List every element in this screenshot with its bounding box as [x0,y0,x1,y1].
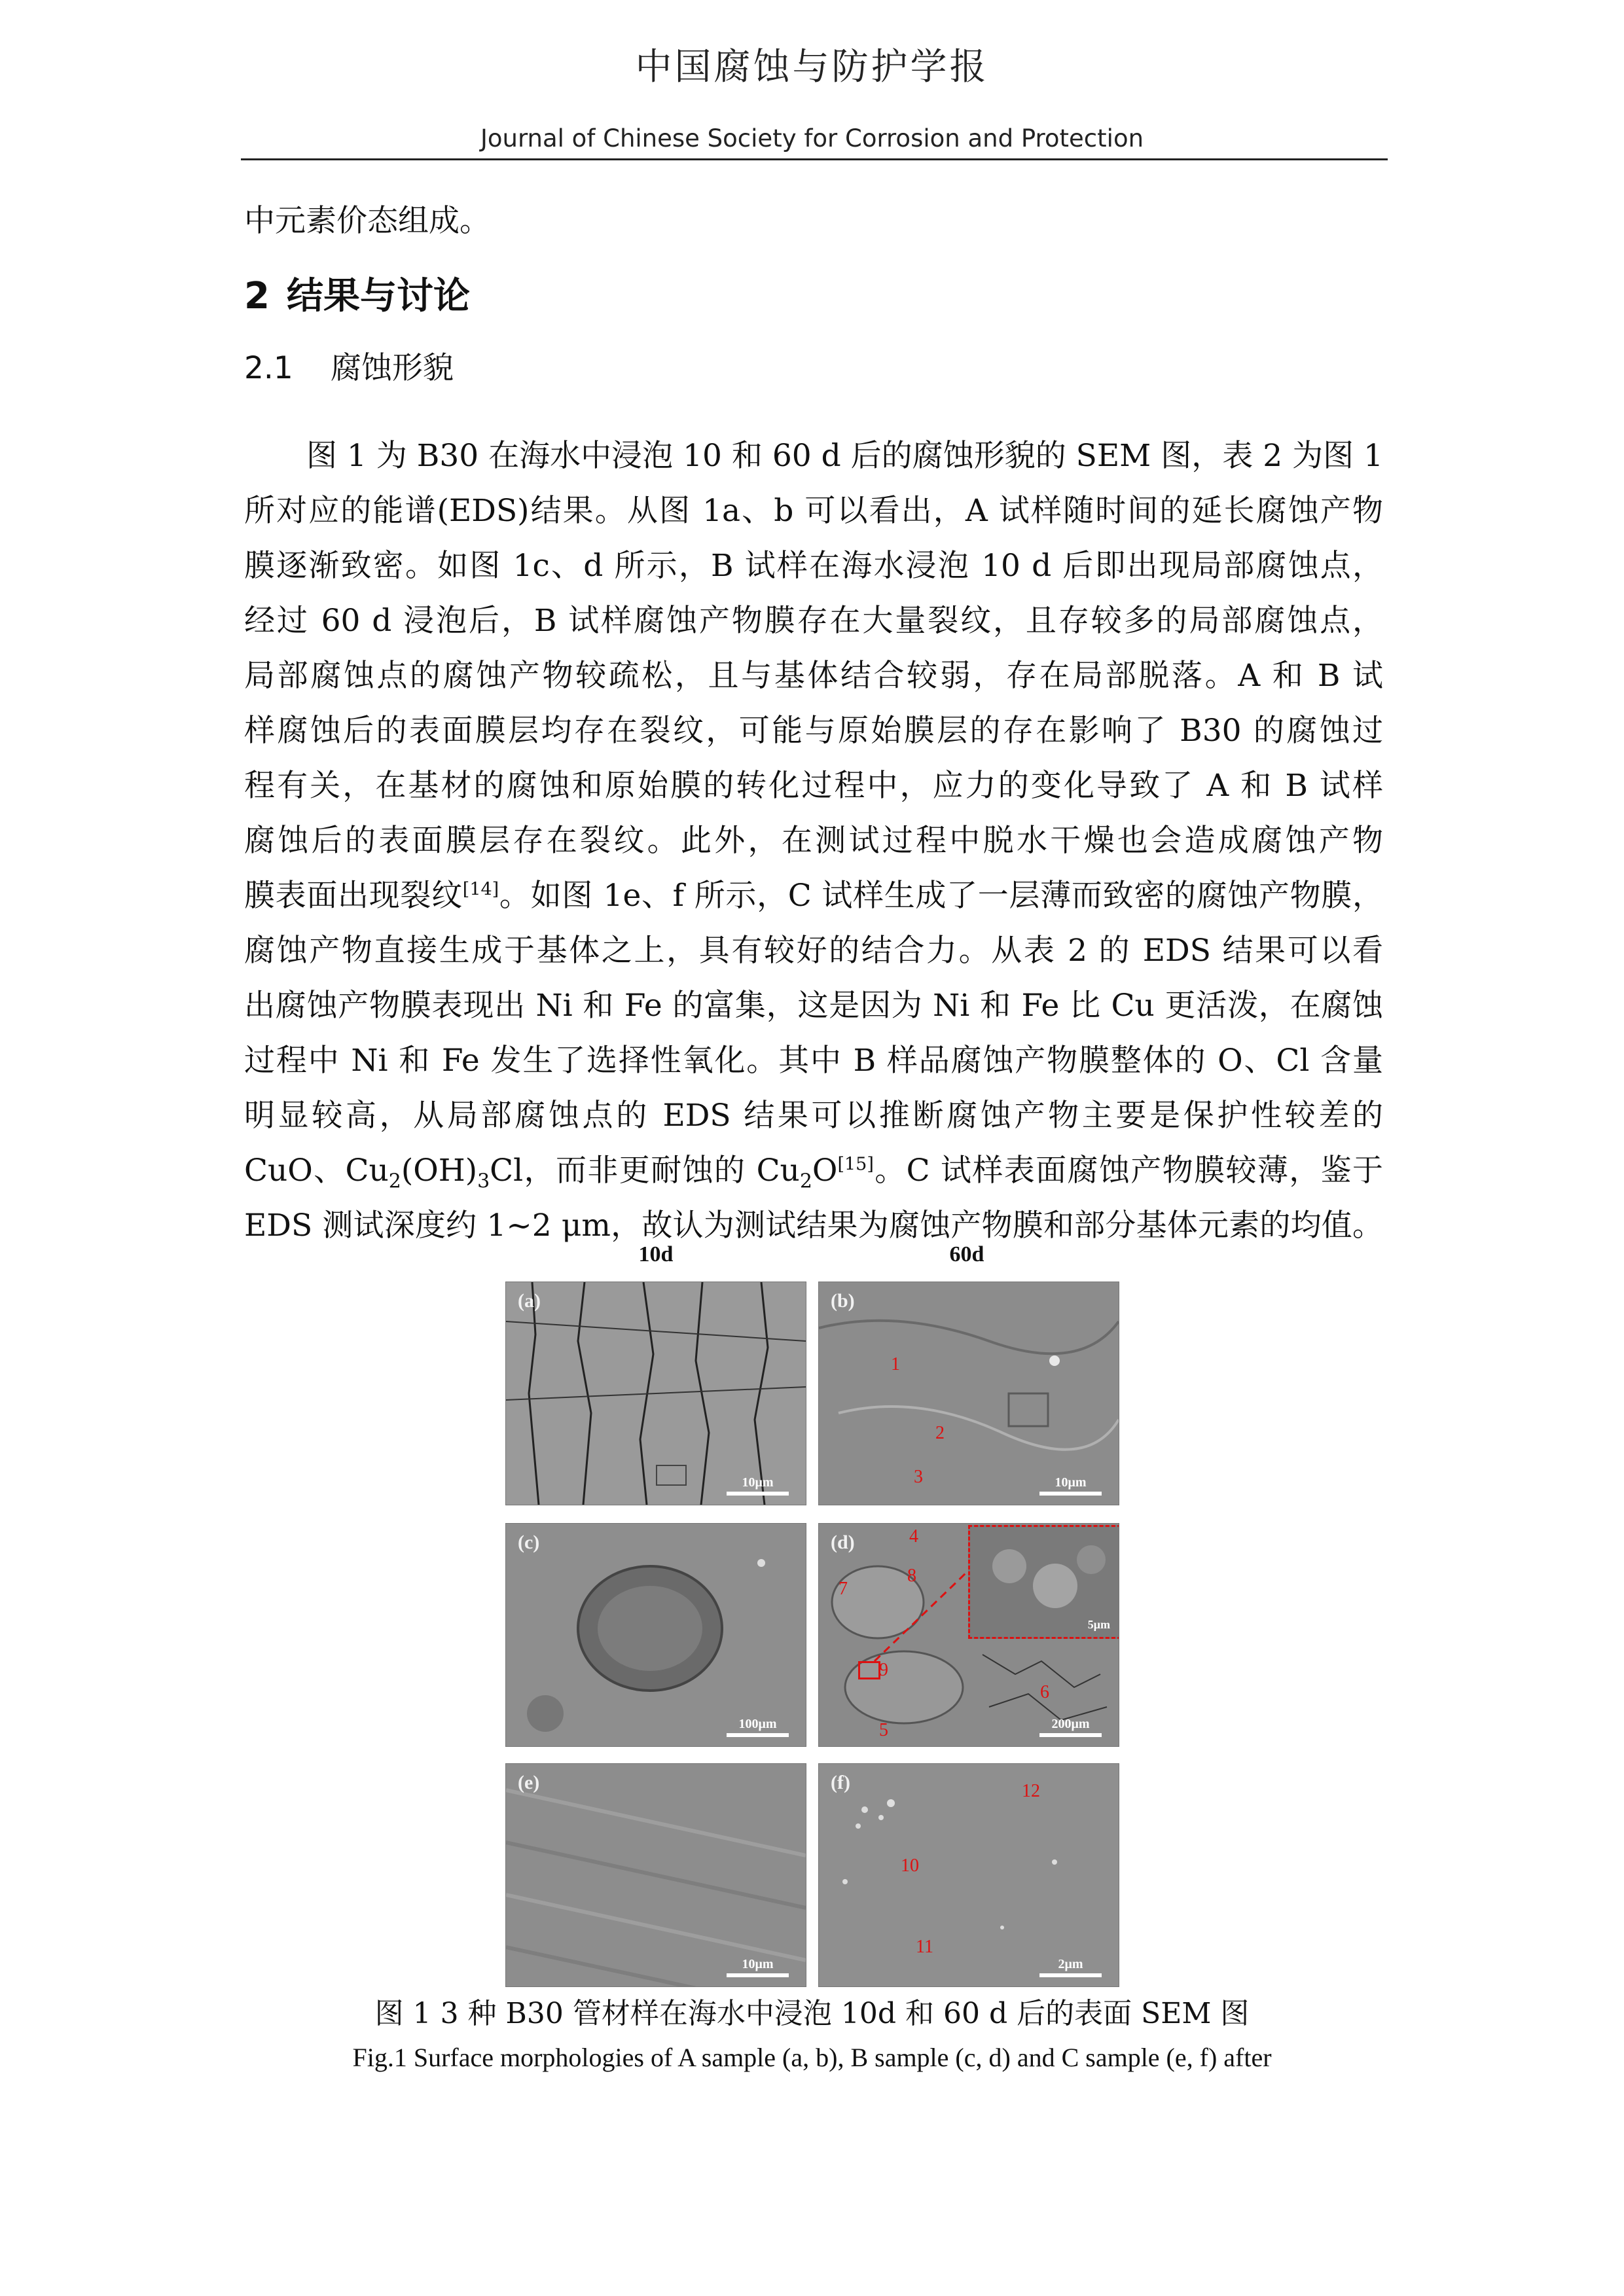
eds-marker: 6 [1040,1682,1049,1702]
sem-panel-e [505,1763,806,1987]
paragraph-line: 样腐蚀后的表面膜层均存在裂纹，可能与原始膜层的存在影响了 B30 的腐蚀过 [244,713,1383,749]
scale-bar [1039,1475,1102,1496]
body-paragraph [244,429,1383,1253]
panel-label: (e) [518,1772,540,1793]
text-run: 膜表面出现裂纹 [244,878,463,914]
paragraph-line: 过程中 Ni 和 Fe 发生了选择性氧化。其中 B 样品腐蚀产物膜整体的 O、Cl 含量 [244,1043,1383,1079]
sem-image-f [819,1764,1119,1986]
paragraph-line: 明显较高，从局部腐蚀点的 EDS 结果可以推断腐蚀产物主要是保护性较差的 [244,1098,1383,1134]
paragraph-line [244,1143,1383,1198]
scale-bar-line [727,1733,789,1737]
paragraph-line: 膜逐渐致密。如图 1c、d 所示，B 试样在海水浸泡 10 d 后即出现局部腐蚀点， [244,548,1383,584]
eds-marker: 4 [909,1526,918,1547]
section-heading [244,267,470,319]
text-run: 。C 试样表面腐蚀产物膜较薄，鉴于 [873,1153,1384,1189]
scale-bar [727,1475,789,1496]
scale-bar [727,1717,789,1737]
scale-bar-line [1039,1492,1102,1496]
scale-bar [727,1957,789,1977]
panel-label: (b) [831,1290,855,1312]
sem-panel-c [505,1523,806,1747]
subscript: 3 [477,1170,490,1193]
sem-panel-f [818,1763,1119,1987]
paragraph-line: 腐蚀产物直接生成于基体之上，具有较好的结合力。从表 2 的 EDS 结果可以看 [244,933,1383,969]
citation-14: [14] [462,879,499,900]
eds-marker: 2 [935,1423,945,1443]
sem-panel-b [818,1282,1119,1505]
eds-marker: 12 [1022,1781,1040,1801]
figure-caption-cn: 图 1 3 种 B30 管材样在海水中浸泡 10d 和 60 d 后的表面 SEM 图 [374,1997,1250,2030]
eds-marker: 7 [839,1579,848,1599]
scale-label: 100μm [738,1717,777,1731]
figure-caption-en: Fig.1 Surface morphologies of A sample (a, b), B sample (c, d) and C sample (e, f) after [352,2043,1272,2072]
section-number: 2 [244,275,270,317]
paragraph-line: 图 1 为 B30 在海水中浸泡 10 和 60 d 后的腐蚀形貌的 SEM 图，表 2 为图 1 [306,438,1383,474]
scale-bar [1039,1717,1102,1737]
magnified-inset [968,1525,1119,1639]
paragraph-line: 经过 60 d 浸泡后，B 试样腐蚀产物膜存在大量裂纹，且存较多的局部腐蚀点， [244,603,1383,639]
subscript: 2 [799,1170,812,1193]
eds-marker: 1 [891,1354,900,1374]
lead-text: 中元素价态组成。 [244,203,490,239]
subsection-heading [244,344,454,387]
citation-15: [15] [837,1154,874,1175]
paragraph-line: 程有关，在基材的腐蚀和原始膜的转化过程中，应力的变化导致了 A 和 B 试样 [244,768,1383,804]
journal-title-cn: 中国腐蚀与防护学报 [635,46,989,88]
paragraph-line: EDS 测试深度约 1~2 μm，故认为测试结果为腐蚀产物膜和部分基体元素的均值。 [244,1208,1383,1244]
scale-label: 10μm [1055,1475,1087,1490]
sem-image-b [819,1282,1119,1505]
paragraph-line: 局部腐蚀点的腐蚀产物较疏松，且与基体结合较弱，存在局部脱落。A 和 B 试 [244,658,1383,694]
sem-panel-d [818,1523,1119,1747]
text-run: (OH) [401,1153,478,1189]
panel-label: (d) [831,1532,855,1553]
scale-bar-line [1039,1733,1102,1737]
scale-label: 200μm [1051,1717,1090,1731]
paragraph-line: 所对应的能谱(EDS)结果。从图 1a、b 可以看出，A 试样随时间的延长腐蚀产物 [244,493,1383,529]
eds-marker: 10 [901,1856,919,1876]
sem-image-e [506,1764,806,1986]
panel-label: (c) [518,1532,540,1553]
subsection-title: 腐蚀形貌 [331,350,454,386]
paragraph-line: 腐蚀后的表面膜层存在裂纹。此外，在测试过程中脱水干燥也会造成腐蚀产物 [244,823,1383,859]
scale-bar-line [727,1492,789,1496]
inset-source-box [858,1661,880,1679]
panel-label: (a) [518,1290,541,1312]
column-label-60d: 60d [949,1242,984,1266]
scale-bar [1039,1957,1102,1977]
sem-image-c [506,1524,806,1746]
text-run: O [812,1153,838,1189]
sem-image-a [506,1282,806,1505]
scale-bar-line [727,1973,789,1977]
text-run: CuO、Cu [244,1153,389,1189]
eds-marker: 9 [879,1660,888,1680]
subscript: 2 [388,1170,401,1193]
scale-label: 10μm [742,1475,774,1490]
section-title: 结果与讨论 [286,275,470,317]
paragraph-line: 出腐蚀产物膜表现出 Ni 和 Fe 的富集，这是因为 Ni 和 Fe 比 Cu 更活泼，在腐蚀 [244,988,1383,1024]
header-rule [241,158,1388,160]
scale-label: 2μm [1058,1957,1083,1971]
scale-label: 10μm [742,1957,774,1971]
column-label-10d: 10d [638,1242,674,1266]
scale-bar-line [1039,1973,1102,1977]
eds-marker: 8 [907,1566,916,1586]
eds-marker: 11 [916,1937,933,1957]
journal-title-en: Journal of Chinese Society for Corrosion and Protection [480,124,1144,152]
text-run: Cl，而非更耐蚀的 Cu [490,1153,800,1189]
eds-marker: 5 [879,1720,888,1740]
sem-panel-a [505,1282,806,1505]
inset-scale-label: 5μm [1087,1618,1110,1631]
panel-label: (f) [831,1772,850,1793]
paragraph-line [244,869,1383,924]
subsection-number: 2.1 [244,350,293,386]
eds-marker: 3 [914,1467,923,1487]
text-run: 。如图 1e、f 所示，C 试样生成了一层薄而致密的腐蚀产物膜， [499,878,1383,914]
